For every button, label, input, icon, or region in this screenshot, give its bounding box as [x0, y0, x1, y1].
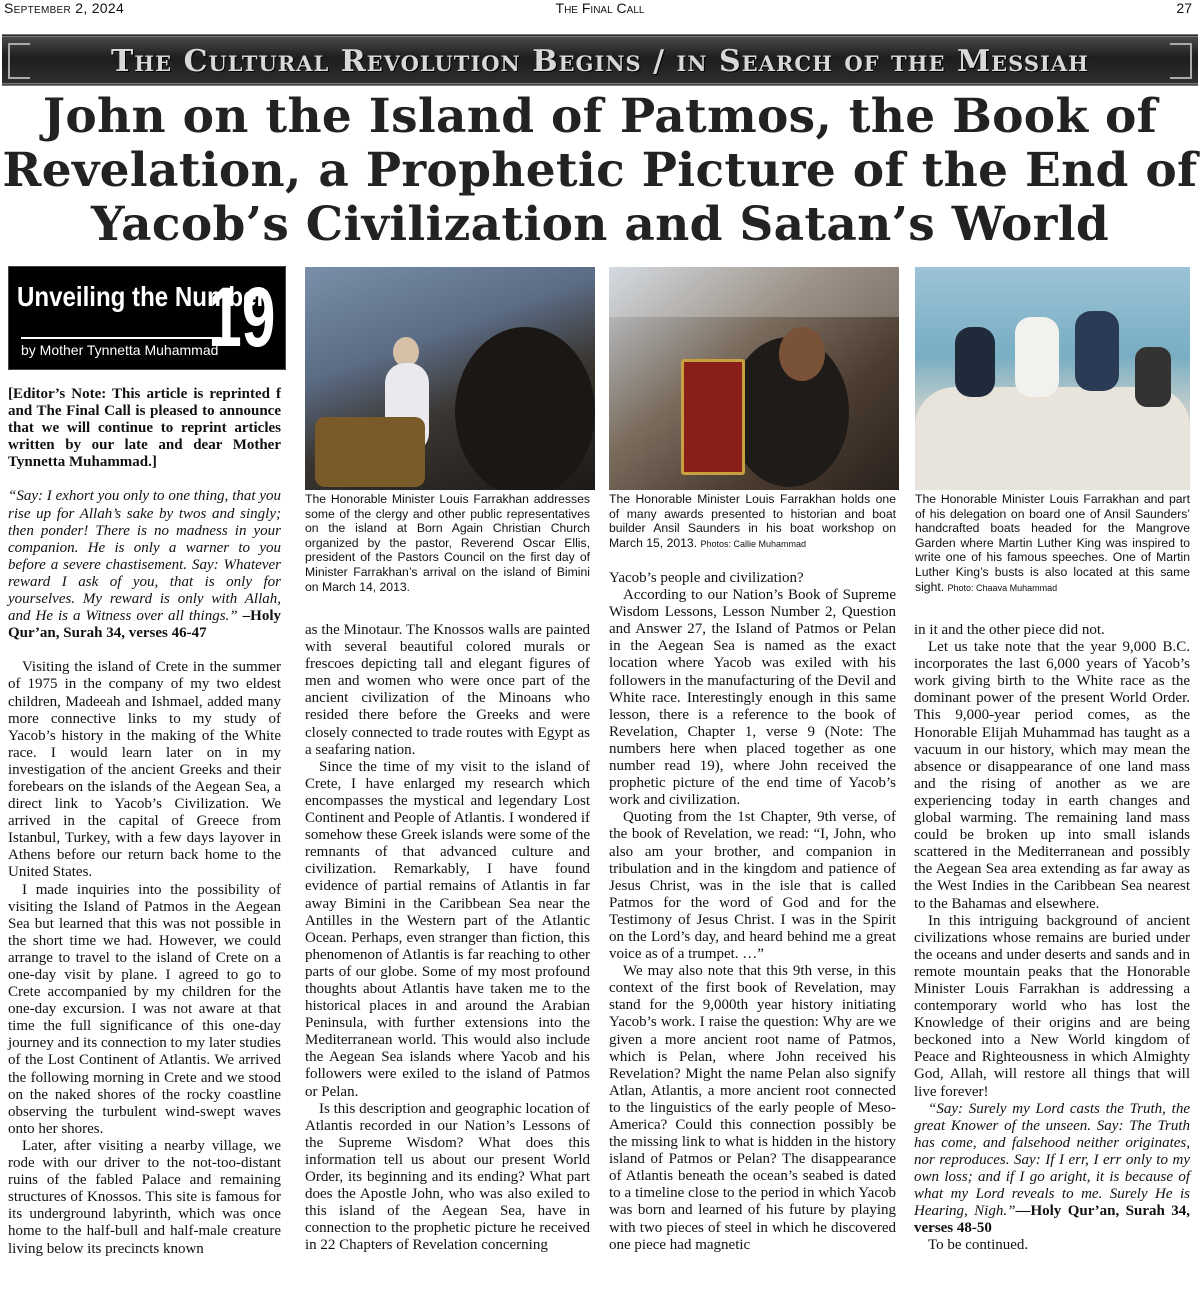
article-column-2	[305, 622, 590, 1254]
section-banner-title: The Cultural Revolution Begins / in Search of the Messiah	[110, 44, 1090, 79]
article-paragraph: Yacob’s people and civilization?	[609, 570, 804, 586]
article-column-3	[609, 570, 896, 1254]
article-column-1	[8, 386, 281, 1258]
photo-boat-delegation	[915, 267, 1190, 490]
photo-caption	[609, 492, 896, 551]
closing-quote-text: “Say: Surely my Lord casts the Truth, the great Knower of the unseen. Say: The Truth has come, and falsehood neither originates, nor reproduces. Say: If I err, I err only to my own loss; and if I go aright, it is because of what my Lord reveals to me. Surely He is Hearing, Nigh.”	[914, 1100, 1190, 1220]
article-paragraph: Let us take note that the year 9,000 B.C. incorporates the last 6,000 years of Yacob’s work giving birth to the White race as the dominant power of the present World Order. This 9,000-year period comes, as the Honorable Elijah Muhammad has taught as a vacuum in our history, which may mean the absence or disappearance of one land mass and the rising of another as we are experiencing today in earth changes and global warming. The remaining land mass could be broken up into small islands scattered in the Mediterranean and possibly the Aegean Sea area extending as far away as the West Indies in the Caribbean Sea nearest to the Bahamas and elsewhere.	[914, 639, 1190, 912]
photo-credit: Photos: Callie Muhammad	[700, 538, 807, 549]
article-paragraph: as the Minotaur. The Knossos walls are painted with several beautiful colored murals or frescoes depicting tall and elegant figures of men and women who were once part of the ancient civilization of the Minoans who resided there before the Greeks and were closely connected to trade routes with Egypt as a seafaring nation.	[305, 622, 590, 758]
article-paragraph: We may also note that this 9th verse, in this context of the first book of Revelation, may stand for the 9,000th year history initiating Yacob’s work. I raise the question: Why are we given a more ancient root name of Patmos, which is Pelan, where John received his Revelation? Might the name Pelan also signify Atlan, Atlantis, a more ancient root connected to the linguistics of the early people of Meso-America? Could this connection possibly be the missing link to what is hidden in the history island of Patmos or Pelan? The disappearance of Atlantis beneath the ocean’s seabed is dated to a timeline close to the period in which Yacob was born and learned of his future by playing with two pieces of steel in which he discovered one piece had magnetic	[609, 963, 896, 1253]
photo-church-address	[305, 267, 595, 490]
closing-quote	[914, 1101, 1190, 1238]
issue-date: September 2, 2024	[4, 0, 125, 16]
section-banner	[2, 34, 1198, 86]
photo-caption-text: The Honorable Minister Louis Farrakhan and part of his delegation on board one of Ansil Saunders’ handcrafted boats headed for the Mangrove Garden where Martin Luther King was inspired to write one of his famous speeches. One of Martin Luther King’s busts is also located at this same sight.	[915, 492, 1190, 594]
page-number: 27	[1176, 0, 1192, 16]
article-headline: John on the Island of Patmos, the Book of Revelation, a Prophetic Picture of the End of Yacob’s Civilization and Satan’s World	[2, 89, 1198, 252]
banner-ornament-right	[1170, 43, 1192, 79]
photo-caption: The Honorable Minister Louis Farrakhan addresses some of the clergy and other public representatives on the island at Born Again Christian Church organized by the pastor, Reverend Oscar Ellis, president of the Pastors Council on the first day of Minister Farrakhan’s arrival on the island of Bimini on March 14, 2013.	[305, 492, 590, 594]
column-logo-number: 19	[207, 270, 275, 364]
article-paragraph: Since the time of my visit to the island of Crete, I have enlarged my research which encompasses the mystical and legendary Lost Continent and People of Atlantis. I wondered if somehow these Greek islands were some of the remnants of that advanced culture and civilization. Remarkably, I have found evidence of partial remains of Atlantis in far away Bimini in the Caribbean Sea near the Antilles in the Western part of the Atlantic Ocean. Perhaps, even stranger than fiction, this phenomenon of Atlantis is far reaching to other parts of our globe. Some of my most profound thoughts about Atlantis have taken me to the historical places in and around the Arabian Peninsula, with further extensions into the Mediterranean world. This would also include the Aegean Sea islands where Yacob and his followers were exiled to the island of Patmos or Pelan.	[305, 758, 590, 1100]
photo-caption	[915, 492, 1190, 595]
article-paragraph: Quoting from the 1st Chapter, 9th verse, of the book of Revelation, we read: “I, John, who also am your brother, and companion in tribulation and in the kingdom and patience of Jesus Christ, was in the isle that is called Patmos for the word of God and for the Testimony of Jesus Christ. I was in the Spirit on the Lord’s day, and heard behind me a great voice as of a trumpet. …”	[609, 809, 896, 963]
closing-quote-source: —Holy Qur’an, Surah 34, verses 48-50	[914, 1203, 1190, 1237]
page-header	[0, 0, 1200, 18]
article-paragraph: in it and the other piece did not.	[914, 622, 1105, 638]
article-paragraph: According to our Nation’s Book of Supreme Wisdom Lessons, Lesson Number 2, Question and Answer 27, the Island of Patmos or Pelan in the Aegean Sea is named as the exact location where Yacob was exiled with his followers in the manufacturing of the Devil and White race. Interestingly enough in this same lesson, there is a reference to the book of Revelation, Chapter 1, verse 9 (Note: The numbers here when placed together as one number read 19), where John received the prophetic picture of the end time of Yacob’s work and civilization.	[609, 587, 896, 809]
opening-quote	[8, 488, 281, 642]
photo-caption-text: The Honorable Minister Louis Farrakhan holds one of many awards presented to historian and boat builder Ansil Saunders in his boat workshop on March 15, 2013.	[609, 492, 896, 550]
opening-quote-text: “Say: I exhort you only to one thing, that you rise up for Allah’s sake by twos and singly; then ponder! There is no madness in your companion. He is only a warner to you before a severe chastisement. Say: Whatever reward I ask of you, that is only for yourselves. My reward is only with Allah, and He is a Witness over all things.”	[8, 488, 281, 625]
editors-note: [Editor’s Note: This article is reprinted f and The Final Call is pleased to announce that we will continue to reprint articles written by our late and dear Mother Tynnetta Muhammad.]	[8, 386, 281, 471]
opening-quote-source: –Holy Qur’an, Surah 34, verses 46-47	[8, 608, 281, 642]
article-column-4	[914, 622, 1190, 1254]
column-logo	[8, 266, 286, 370]
article-paragraph: In this intriguing background of ancient civilizations whose remains are buried under the oceans and under deserts and sands and in remote mountain peaks that the Honorable Minister Louis Farrakhan is addressing a contemporary world who has lost the Knowledge of their origins and are being beckoned into a New World kingdom of Peace and Righteousness in which Almighty God, Allah, will restore all things that will live forever!	[914, 912, 1190, 1100]
article-paragraph: Later, after visiting a nearby village, we rode with our driver to the not-too-distant ruins of the fabled Palace and remaining structures of Knossos. This site is famous for its underground labyrinth, which was once home to the half-bull and half-male creature living below its precincts known	[8, 1137, 281, 1257]
photo-award-workshop	[609, 267, 899, 490]
article-paragraph: Is this description and geographic location of Atlantis recorded in our Nation’s Lessons of the Supreme Wisdom? What does this information tell us about our present World Order, its beginning and its ending? What part does the Apostle John, who was also exiled to this island of the Aegean Sea, have in connection to the prophetic picture he received in 22 Chapters of Revelation concerning	[305, 1100, 590, 1254]
to-be-continued: To be continued.	[928, 1237, 1029, 1254]
column-logo-title: Unveiling the Number	[17, 281, 266, 312]
column-logo-byline: by Mother Tynnetta Muhammad	[21, 337, 221, 358]
photo-credit: Photo: Chaava Muhammad	[947, 582, 1058, 593]
article-paragraph: Visiting the island of Crete in the summer of 1975 in the company of my two eldest children, Madeeah and Ishmael, added many more connective links to my study of Yacob’s history in the making of the White race. I would learn later on in my investigation of the ancient Greeks and their forebears on the islands of the Aegean Sea, a direct link to Yacob’s Civilization. We arrived in the capital of Greece from Istanbul, Turkey, with a few days layover in Athens before our return back home to the United States.	[8, 659, 281, 881]
article-paragraph: I made inquiries into the possibility of visiting the Island of Patmos in the Aegean Sea but learned that this was not possible in the short time we had. However, we could arrange to travel to the island of Crete on a one-day visit by plane. I agreed to go to Crete accompanied by my children for the one-day excursion. I was not aware at that time the full significance of this one-day journey and its connection to my later studies of the Lost Continent of Atlantis. We arrived the following morning in Crete and we stood on the naked shores of the rocky coastline observing the turbulent wind-swept waves onto her shores.	[8, 881, 281, 1137]
publication-name: The Final Call	[555, 0, 645, 16]
